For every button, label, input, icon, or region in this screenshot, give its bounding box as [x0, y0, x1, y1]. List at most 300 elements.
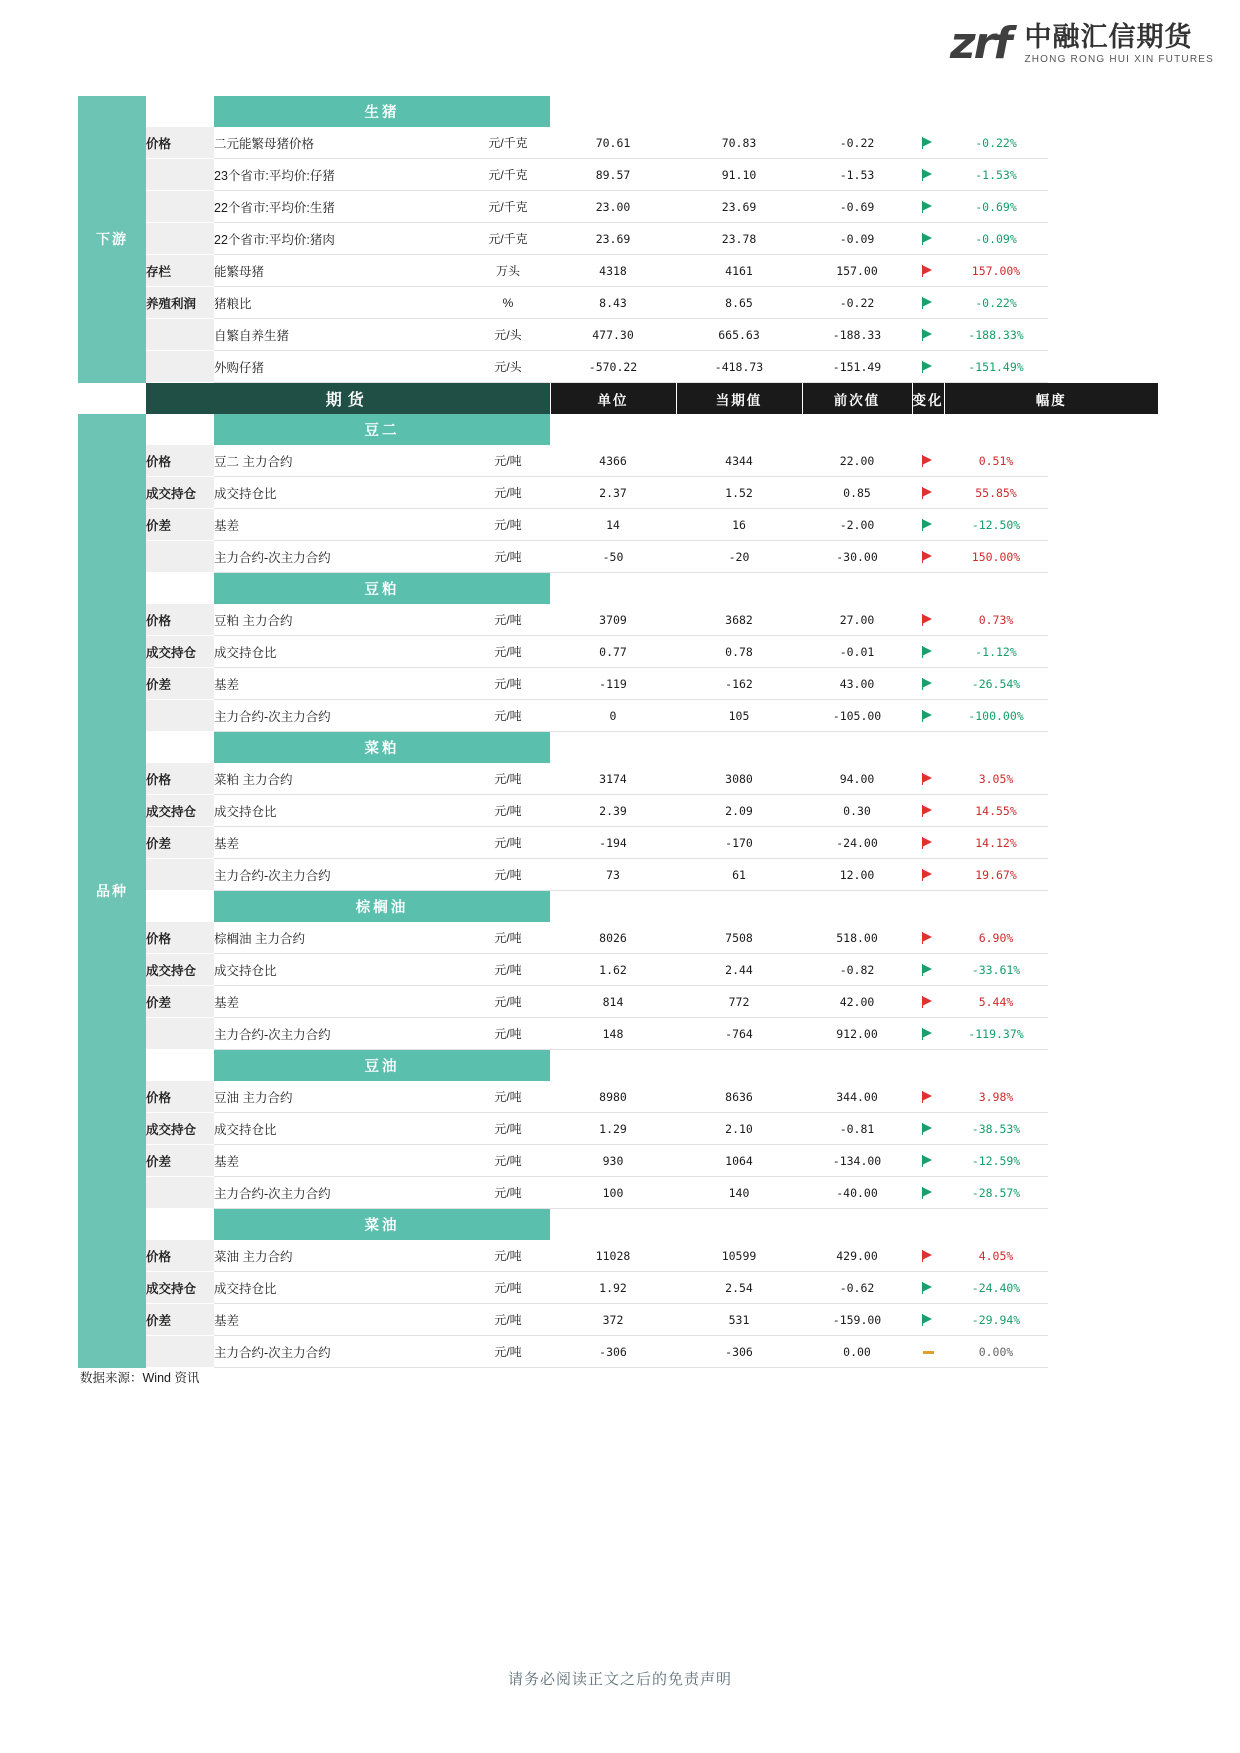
table-row [78, 1240, 1158, 1272]
metric-current: 0 [550, 700, 676, 732]
metric-current: -194 [550, 827, 676, 859]
side-label-downstream: 下游 [78, 96, 146, 383]
metric-change: -151.49 [802, 351, 912, 383]
metric-name: 豆粕 主力合约 [214, 604, 466, 636]
arrow-down-icon [922, 1028, 935, 1041]
arrow-down-icon [922, 1155, 935, 1168]
section-title-filler [550, 414, 1048, 445]
metric-name: 基差 [214, 509, 466, 541]
metric-percent: 157.00% [944, 255, 1048, 287]
metric-direction [912, 191, 944, 223]
section-spacer [146, 1050, 214, 1082]
metric-percent: -100.00% [944, 700, 1048, 732]
metric-percent: 14.12% [944, 827, 1048, 859]
arrow-down-icon [922, 1314, 935, 1327]
arrow-up-icon [922, 805, 935, 818]
banner-column-0: 单位 [550, 383, 676, 415]
arrow-down-icon [922, 169, 935, 182]
metric-current: 2.37 [550, 477, 676, 509]
group-label [146, 319, 214, 351]
metric-previous: 70.83 [676, 127, 802, 159]
metric-change: -0.82 [802, 954, 912, 986]
metric-name: 菜粕 主力合约 [214, 763, 466, 795]
group-label: 存栏 [146, 255, 214, 287]
metric-direction [912, 668, 944, 700]
section-header-row [78, 1050, 1158, 1082]
group-label [146, 1336, 214, 1368]
metric-percent: -0.09% [944, 223, 1048, 255]
metric-current: 14 [550, 509, 676, 541]
metric-change: -0.69 [802, 191, 912, 223]
table-row [78, 986, 1158, 1018]
metric-previous: 2.09 [676, 795, 802, 827]
metric-current: 8026 [550, 922, 676, 954]
metric-change: -188.33 [802, 319, 912, 351]
metric-unit: % [466, 287, 550, 319]
section-title: 豆粕 [214, 573, 550, 605]
group-label [146, 223, 214, 255]
group-label: 成交持仓 [146, 636, 214, 668]
metric-percent: -151.49% [944, 351, 1048, 383]
metric-current: 930 [550, 1145, 676, 1177]
metric-direction [912, 795, 944, 827]
metric-name: 22个省市:平均价:生猪 [214, 191, 466, 223]
metric-unit: 元/吨 [466, 1240, 550, 1272]
metric-name: 豆二 主力合约 [214, 445, 466, 477]
section-header-row [78, 1209, 1158, 1241]
arrow-up-icon [922, 551, 935, 564]
metric-name: 基差 [214, 827, 466, 859]
metric-direction [912, 1336, 944, 1368]
metric-name: 成交持仓比 [214, 477, 466, 509]
metric-direction [912, 1018, 944, 1050]
table-row [78, 1113, 1158, 1145]
metric-percent: -1.53% [944, 159, 1048, 191]
metric-unit: 元/千克 [466, 191, 550, 223]
metric-percent: 4.05% [944, 1240, 1048, 1272]
metric-change: 0.00 [802, 1336, 912, 1368]
group-label: 价格 [146, 922, 214, 954]
section-title: 棕榈油 [214, 891, 550, 923]
metric-unit: 元/吨 [466, 763, 550, 795]
metric-change: 94.00 [802, 763, 912, 795]
metric-change: 22.00 [802, 445, 912, 477]
metric-name: 基差 [214, 668, 466, 700]
group-label: 成交持仓 [146, 1113, 214, 1145]
arrow-flat-icon [922, 1346, 935, 1359]
metric-previous: 531 [676, 1304, 802, 1336]
market-data-table [78, 96, 1158, 1368]
metric-name: 基差 [214, 1304, 466, 1336]
section-header-row [78, 732, 1158, 764]
group-label: 价格 [146, 1081, 214, 1113]
metric-name: 主力合约-次主力合约 [214, 541, 466, 573]
arrow-up-icon [922, 837, 935, 850]
metric-current: 8980 [550, 1081, 676, 1113]
section-title-filler [550, 573, 1048, 605]
metric-percent: -188.33% [944, 319, 1048, 351]
arrow-down-icon [922, 964, 935, 977]
metric-current: 11028 [550, 1240, 676, 1272]
metric-previous: 23.69 [676, 191, 802, 223]
metric-current: 372 [550, 1304, 676, 1336]
arrow-down-icon [922, 1187, 935, 1200]
table-row [78, 668, 1158, 700]
metric-current: -306 [550, 1336, 676, 1368]
metric-previous: 7508 [676, 922, 802, 954]
arrow-down-icon [922, 137, 935, 150]
metric-change: 157.00 [802, 255, 912, 287]
metric-previous: 3080 [676, 763, 802, 795]
table-row [78, 287, 1158, 319]
arrow-down-icon [922, 361, 935, 374]
metric-change: -159.00 [802, 1304, 912, 1336]
section-header-row [78, 414, 1158, 445]
metric-previous: 1064 [676, 1145, 802, 1177]
banner-column-3: 变化 [912, 383, 944, 415]
metric-direction [912, 827, 944, 859]
group-label: 价差 [146, 1145, 214, 1177]
section-spacer [146, 573, 214, 605]
group-label: 价差 [146, 1304, 214, 1336]
group-label: 价格 [146, 1240, 214, 1272]
metric-name: 22个省市:平均价:猪肉 [214, 223, 466, 255]
metric-change: -0.81 [802, 1113, 912, 1145]
metric-direction [912, 1177, 944, 1209]
group-label [146, 859, 214, 891]
metric-previous: 23.78 [676, 223, 802, 255]
banner-side-spacer [78, 383, 146, 415]
table-row [78, 255, 1158, 287]
arrow-up-icon [922, 614, 935, 627]
metric-current: 23.00 [550, 191, 676, 223]
group-label [146, 700, 214, 732]
metric-unit: 元/头 [466, 319, 550, 351]
metric-current: 4366 [550, 445, 676, 477]
metric-unit: 元/吨 [466, 954, 550, 986]
metric-change: -0.22 [802, 127, 912, 159]
metric-name: 能繁母猪 [214, 255, 466, 287]
metric-percent: -29.94% [944, 1304, 1048, 1336]
metric-name: 主力合约-次主力合约 [214, 1018, 466, 1050]
metric-name: 二元能繁母猪价格 [214, 127, 466, 159]
metric-unit: 元/吨 [466, 1145, 550, 1177]
section-spacer [146, 96, 214, 127]
metric-previous: -764 [676, 1018, 802, 1050]
metric-direction [912, 1240, 944, 1272]
group-label: 价格 [146, 445, 214, 477]
metric-current: 0.77 [550, 636, 676, 668]
table-row [78, 223, 1158, 255]
metric-current: 3709 [550, 604, 676, 636]
metric-percent: 5.44% [944, 986, 1048, 1018]
metric-name: 主力合约-次主力合约 [214, 1336, 466, 1368]
metric-current: -570.22 [550, 351, 676, 383]
group-label: 成交持仓 [146, 1272, 214, 1304]
arrow-down-icon [922, 297, 935, 310]
metric-current: -119 [550, 668, 676, 700]
arrow-up-icon [922, 773, 935, 786]
logo-text [1024, 23, 1214, 66]
arrow-up-icon [922, 455, 935, 468]
arrow-down-icon [922, 519, 935, 532]
metric-change: 344.00 [802, 1081, 912, 1113]
metric-previous: 105 [676, 700, 802, 732]
metric-direction [912, 636, 944, 668]
section-title-filler [550, 891, 1048, 923]
metric-direction [912, 255, 944, 287]
table-row [78, 922, 1158, 954]
section-header-row [78, 891, 1158, 923]
metric-unit: 元/吨 [466, 1113, 550, 1145]
section-header-row [78, 573, 1158, 605]
metric-change: -1.53 [802, 159, 912, 191]
table-row [78, 636, 1158, 668]
table-row [78, 827, 1158, 859]
arrow-up-icon [922, 869, 935, 882]
metric-direction [912, 1113, 944, 1145]
banner-column-4: 幅度 [944, 383, 1158, 415]
metric-previous: -306 [676, 1336, 802, 1368]
section-title-filler [550, 1209, 1048, 1241]
metric-name: 成交持仓比 [214, 1272, 466, 1304]
metric-name: 成交持仓比 [214, 954, 466, 986]
group-label: 价格 [146, 127, 214, 159]
metric-direction [912, 351, 944, 383]
metric-current: 73 [550, 859, 676, 891]
metric-percent: 150.00% [944, 541, 1048, 573]
metric-change: -105.00 [802, 700, 912, 732]
metric-unit: 万头 [466, 255, 550, 287]
metric-unit: 元/吨 [466, 859, 550, 891]
metric-percent: 3.98% [944, 1081, 1048, 1113]
group-label: 养殖利润 [146, 287, 214, 319]
metric-unit: 元/头 [466, 351, 550, 383]
group-label: 价差 [146, 827, 214, 859]
metric-unit: 元/吨 [466, 541, 550, 573]
group-label: 价差 [146, 509, 214, 541]
metric-direction [912, 922, 944, 954]
section-title: 生猪 [214, 96, 550, 127]
metric-unit: 元/吨 [466, 1177, 550, 1209]
metric-unit: 元/吨 [466, 1304, 550, 1336]
metric-unit: 元/吨 [466, 1018, 550, 1050]
metric-previous: 8636 [676, 1081, 802, 1113]
metric-previous: 91.10 [676, 159, 802, 191]
metric-percent: -28.57% [944, 1177, 1048, 1209]
metric-direction [912, 541, 944, 573]
table-row [78, 1018, 1158, 1050]
metric-unit: 元/千克 [466, 127, 550, 159]
table-row [78, 604, 1158, 636]
metric-current: 70.61 [550, 127, 676, 159]
metric-previous: 1.52 [676, 477, 802, 509]
metric-current: 477.30 [550, 319, 676, 351]
metric-previous: 140 [676, 1177, 802, 1209]
table-row [78, 954, 1158, 986]
metric-change: 42.00 [802, 986, 912, 1018]
metric-direction [912, 954, 944, 986]
group-label [146, 351, 214, 383]
metric-unit: 元/吨 [466, 795, 550, 827]
arrow-down-icon [922, 329, 935, 342]
metric-percent: 0.73% [944, 604, 1048, 636]
metric-previous: 8.65 [676, 287, 802, 319]
section-title-filler [550, 732, 1048, 764]
data-table-wrapper [78, 96, 1158, 1368]
metric-unit: 元/吨 [466, 1272, 550, 1304]
section-title-filler [550, 96, 1048, 127]
table-row [78, 319, 1158, 351]
brand-name-en: ZHONG RONG HUI XIN FUTURES [1024, 54, 1214, 66]
metric-unit: 元/吨 [466, 509, 550, 541]
metric-change: 27.00 [802, 604, 912, 636]
metric-percent: -12.50% [944, 509, 1048, 541]
banner-column-1: 当期值 [676, 383, 802, 415]
table-row [78, 795, 1158, 827]
metric-name: 成交持仓比 [214, 636, 466, 668]
metric-previous: 665.63 [676, 319, 802, 351]
group-label [146, 191, 214, 223]
metric-percent: -0.22% [944, 287, 1048, 319]
metric-unit: 元/吨 [466, 1336, 550, 1368]
metric-previous: 4344 [676, 445, 802, 477]
metric-name: 成交持仓比 [214, 795, 466, 827]
metric-previous: 0.78 [676, 636, 802, 668]
metric-direction [912, 604, 944, 636]
metric-current: 23.69 [550, 223, 676, 255]
metric-unit: 元/吨 [466, 636, 550, 668]
section-spacer [146, 1209, 214, 1241]
metric-previous: 2.54 [676, 1272, 802, 1304]
metric-unit: 元/吨 [466, 700, 550, 732]
table-row [78, 1145, 1158, 1177]
arrow-up-icon [922, 487, 935, 500]
metric-previous: -418.73 [676, 351, 802, 383]
metric-previous: 10599 [676, 1240, 802, 1272]
metric-percent: -38.53% [944, 1113, 1048, 1145]
section-title-filler [550, 1050, 1048, 1082]
metric-direction [912, 700, 944, 732]
metric-name: 棕榈油 主力合约 [214, 922, 466, 954]
metric-change: 912.00 [802, 1018, 912, 1050]
table-row [78, 351, 1158, 383]
table-row [78, 541, 1158, 573]
table-row [78, 1272, 1158, 1304]
metric-percent: 0.00% [944, 1336, 1048, 1368]
metric-name: 菜油 主力合约 [214, 1240, 466, 1272]
section-title: 菜粕 [214, 732, 550, 764]
arrow-down-icon [922, 678, 935, 691]
arrow-up-icon [922, 1250, 935, 1263]
metric-current: 3174 [550, 763, 676, 795]
table-row [78, 445, 1158, 477]
table-row [78, 127, 1158, 159]
metric-percent: -33.61% [944, 954, 1048, 986]
metric-name: 主力合约-次主力合约 [214, 700, 466, 732]
futures-banner-row [78, 383, 1158, 415]
metric-previous: -162 [676, 668, 802, 700]
metric-change: 0.30 [802, 795, 912, 827]
table-row [78, 700, 1158, 732]
arrow-down-icon [922, 710, 935, 723]
metric-percent: -1.12% [944, 636, 1048, 668]
metric-direction [912, 223, 944, 255]
metric-direction [912, 319, 944, 351]
table-row [78, 763, 1158, 795]
metric-percent: 6.90% [944, 922, 1048, 954]
metric-percent: 14.55% [944, 795, 1048, 827]
table-row [78, 859, 1158, 891]
metric-current: -50 [550, 541, 676, 573]
metric-percent: -0.22% [944, 127, 1048, 159]
group-label: 成交持仓 [146, 954, 214, 986]
metric-percent: 19.67% [944, 859, 1048, 891]
metric-current: 4318 [550, 255, 676, 287]
metric-direction [912, 1272, 944, 1304]
arrow-up-icon [922, 1091, 935, 1104]
logo-mark: zrf [950, 18, 1011, 69]
section-title: 豆二 [214, 414, 550, 445]
metric-unit: 元/吨 [466, 986, 550, 1018]
table-row [78, 1177, 1158, 1209]
group-label: 价格 [146, 763, 214, 795]
metric-direction [912, 986, 944, 1018]
metric-previous: 61 [676, 859, 802, 891]
section-title: 豆油 [214, 1050, 550, 1082]
metric-direction [912, 1304, 944, 1336]
metric-percent: -119.37% [944, 1018, 1048, 1050]
group-label [146, 541, 214, 573]
metric-direction [912, 859, 944, 891]
metric-name: 豆油 主力合约 [214, 1081, 466, 1113]
metric-previous: 3682 [676, 604, 802, 636]
metric-current: 89.57 [550, 159, 676, 191]
section-spacer [146, 414, 214, 445]
metric-previous: 772 [676, 986, 802, 1018]
group-label: 成交持仓 [146, 795, 214, 827]
metric-unit: 元/吨 [466, 827, 550, 859]
metric-previous: -170 [676, 827, 802, 859]
metric-current: 2.39 [550, 795, 676, 827]
metric-change: -24.00 [802, 827, 912, 859]
metric-change: -30.00 [802, 541, 912, 573]
metric-current: 814 [550, 986, 676, 1018]
metric-current: 1.29 [550, 1113, 676, 1145]
section-spacer [146, 732, 214, 764]
metric-unit: 元/吨 [466, 445, 550, 477]
table-row [78, 1336, 1158, 1368]
metric-name: 23个省市:平均价:仔猪 [214, 159, 466, 191]
metric-unit: 元/吨 [466, 604, 550, 636]
metric-name: 基差 [214, 1145, 466, 1177]
metric-name: 主力合约-次主力合约 [214, 859, 466, 891]
metric-percent: -24.40% [944, 1272, 1048, 1304]
metric-percent: -12.59% [944, 1145, 1048, 1177]
section-spacer [146, 891, 214, 923]
arrow-down-icon [922, 233, 935, 246]
metric-name: 基差 [214, 986, 466, 1018]
table-row [78, 477, 1158, 509]
arrow-down-icon [922, 1123, 935, 1136]
side-label-variety: 品种 [78, 414, 146, 1368]
metric-previous: 4161 [676, 255, 802, 287]
metric-percent: 3.05% [944, 763, 1048, 795]
metric-percent: 55.85% [944, 477, 1048, 509]
metric-direction [912, 1081, 944, 1113]
metric-direction [912, 1145, 944, 1177]
table-row [78, 509, 1158, 541]
